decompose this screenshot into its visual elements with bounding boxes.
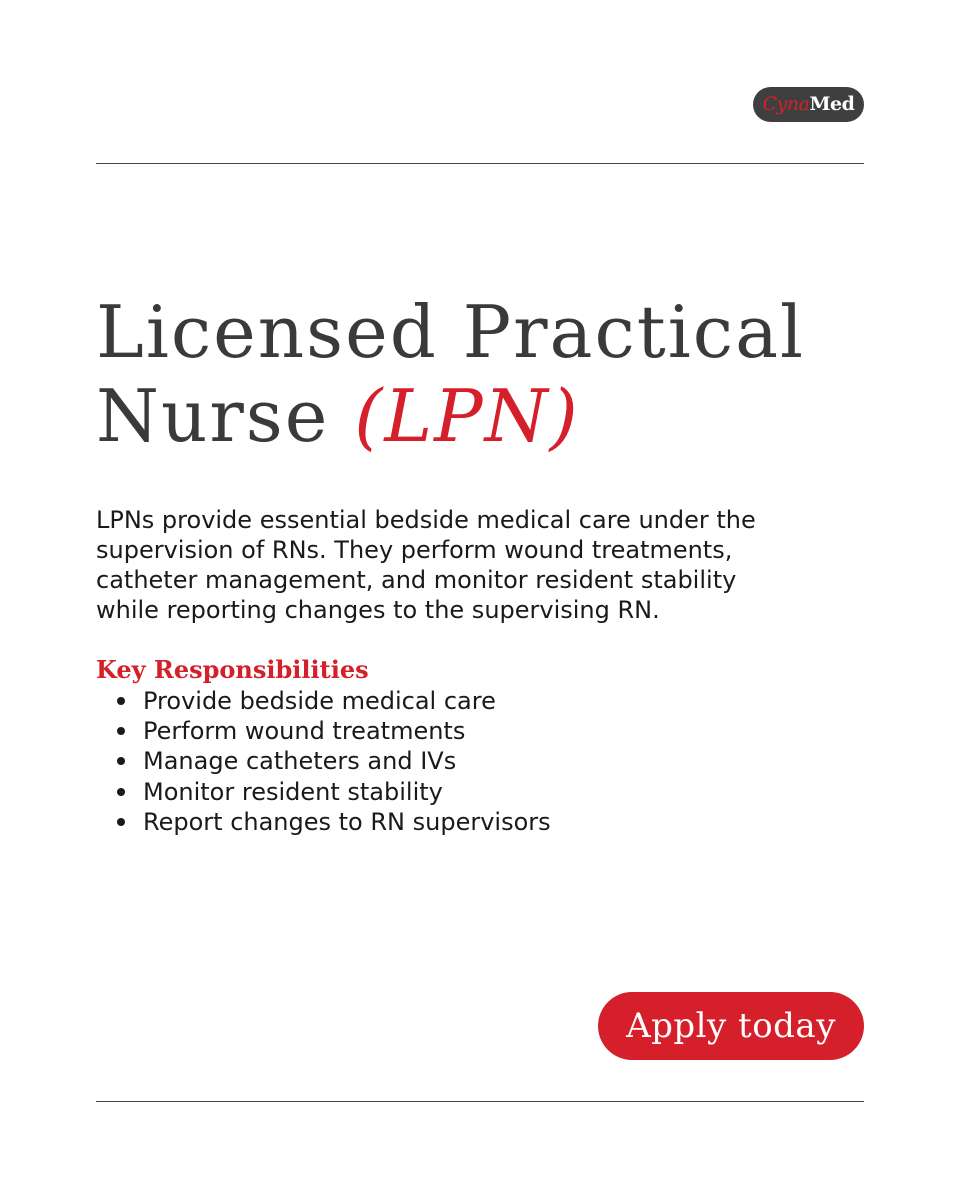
list-item — [96, 746, 551, 776]
responsibilities-list — [96, 686, 551, 837]
top-divider — [96, 163, 864, 164]
page-title — [96, 290, 805, 458]
list-item-text: Monitor resident stability — [143, 777, 443, 806]
list-item-text: Perform wound treatments — [143, 717, 466, 746]
brand-logo — [753, 87, 864, 122]
list-item — [96, 716, 551, 746]
apply-today-button[interactable]: Apply today — [598, 992, 864, 1060]
title-line-1: Licensed Practical — [96, 290, 806, 374]
logo-text-med: Med — [809, 93, 855, 115]
bullet-icon — [117, 818, 125, 826]
description-line: while reporting changes to the supervising RN. — [96, 596, 660, 624]
list-item-text: Provide bedside medical care — [143, 687, 496, 715]
bottom-divider — [96, 1101, 864, 1102]
logo-text-cyna: Cyna — [762, 93, 810, 115]
list-item — [96, 686, 551, 716]
bullet-icon — [117, 757, 125, 765]
role-description — [96, 505, 866, 625]
list-item — [96, 777, 551, 807]
bullet-icon — [117, 697, 125, 705]
description-line: LPNs provide essential bedside medical care under the — [96, 506, 756, 534]
list-item-text: Report changes to RN supervisors — [143, 807, 551, 836]
title-line-2: Nurse — [96, 374, 355, 458]
bullet-icon — [117, 788, 125, 796]
responsibilities-heading: Key Responsibilities — [96, 655, 369, 684]
title-acronym: (LPN) — [354, 374, 580, 458]
list-item-text: Manage catheters and IVs — [143, 747, 457, 776]
list-item — [96, 807, 551, 837]
description-line: catheter management, and monitor resident stability — [96, 566, 737, 594]
description-line: supervision of RNs. They perform wound treatments, — [96, 536, 733, 564]
bullet-icon — [117, 727, 125, 735]
